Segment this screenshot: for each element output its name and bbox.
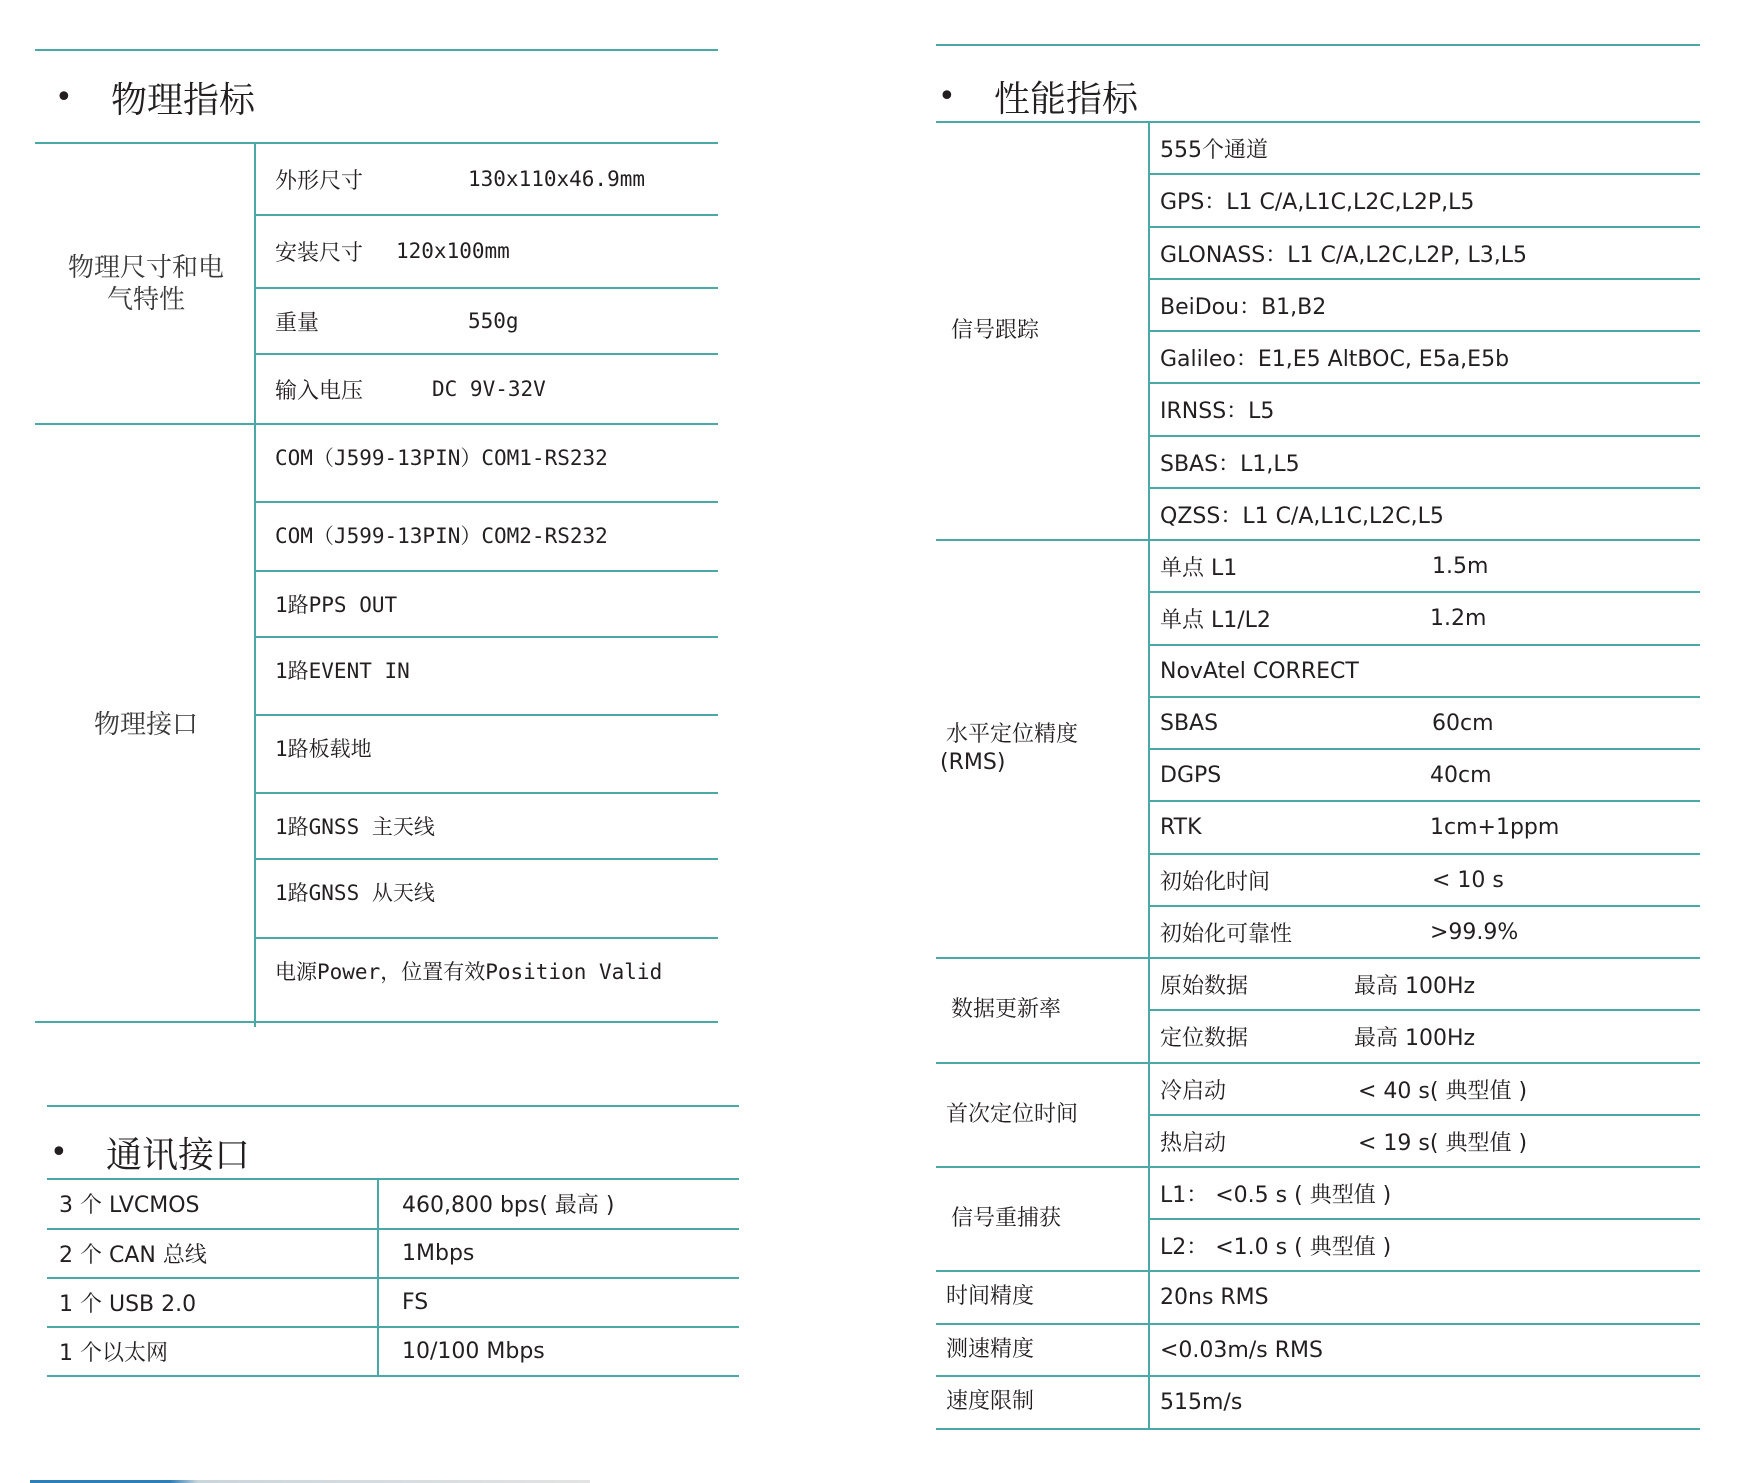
table-row-name: 1 个 USB 2.0 <box>59 1292 197 1317</box>
table-row: L2： <1.0 s ( 典型值 ) <box>1160 1234 1392 1260</box>
table-row <box>275 216 715 286</box>
comm-top-rule <box>47 1105 739 1107</box>
group-label-text: 物理尺寸和电气特性 <box>67 253 224 315</box>
label-line: (RMS) <box>940 750 1006 775</box>
table-row: COM（J599-13PIN）COM2-RS232 <box>275 524 608 548</box>
table-row <box>275 144 715 214</box>
table-row-value: 10/100 Mbps <box>402 1339 545 1364</box>
table-row-name: 3 个 LVCMOS <box>59 1193 200 1218</box>
row-value: < 10 s <box>1432 867 1504 893</box>
group-ttff-label: 首次定位时间 <box>946 1102 1079 1127</box>
table-row <box>1160 698 1690 748</box>
row-name: 热启动 <box>1160 1130 1227 1156</box>
group-rule <box>936 1428 1700 1430</box>
table-row <box>275 289 715 353</box>
physical-title <box>55 72 255 122</box>
table-row <box>1160 593 1690 643</box>
row-name: 初始化可靠性 <box>1160 921 1293 947</box>
table-row: GLONASS：L1 C/A,L2C,L2P, L3,L5 <box>1160 242 1527 268</box>
row-value: 1cm+1ppm <box>1430 814 1560 840</box>
table-row <box>1160 855 1690 905</box>
performance-header-rule <box>936 121 1700 123</box>
group-signal-tracking-label: 信号跟踪 <box>951 318 1040 343</box>
row-value: 1.5m <box>1432 553 1489 579</box>
row-name: 安装尺寸 <box>275 240 364 266</box>
table-row: 555个通道 <box>1160 137 1268 163</box>
table-row <box>1160 646 1690 696</box>
table-row: COM（J599-13PIN）COM1-RS232 <box>275 446 608 470</box>
group-physical-interfaces-label <box>40 425 252 1025</box>
physical-title-text: 物理指标 <box>111 79 256 121</box>
group-reacquisition-label: 信号重捕获 <box>951 1206 1062 1231</box>
table-row: IRNSS：L5 <box>1160 398 1275 424</box>
table-row <box>1160 1011 1690 1061</box>
velocity-limit-value: 515m/s <box>1160 1389 1243 1415</box>
table-row-value: 460,800 bps( 最高 ) <box>402 1193 615 1218</box>
row-name: 初始化时间 <box>1160 869 1271 895</box>
row-name: 单点 L1/L2 <box>1160 607 1271 633</box>
table-row-value: FS <box>402 1290 429 1315</box>
row-value: 最高 100Hz <box>1354 1025 1476 1051</box>
row-name: 外形尺寸 <box>275 168 364 194</box>
row-value: 60cm <box>1432 710 1494 736</box>
velocity-accuracy-value: <0.03m/s RMS <box>1160 1337 1323 1363</box>
row-value: < 19 s( 典型值 ) <box>1358 1130 1528 1156</box>
table-row: 1路EVENT IN <box>275 659 410 683</box>
table-row: L1： <0.5 s ( 典型值 ) <box>1160 1182 1392 1208</box>
row-rule <box>47 1375 739 1377</box>
table-row: 1路GNSS 主天线 <box>275 815 435 839</box>
velocity-accuracy-label: 测速精度 <box>946 1337 1035 1362</box>
row-name: NovAtel CORRECT <box>1160 658 1359 684</box>
table-row <box>1160 907 1690 957</box>
group-rule <box>936 1270 1700 1272</box>
physical-column-divider <box>254 142 256 1027</box>
time-accuracy-value: 20ns RMS <box>1160 1284 1269 1310</box>
row-name: DGPS <box>1160 762 1222 788</box>
table-row <box>1160 802 1690 852</box>
table-row: 1路板载地 <box>275 737 372 761</box>
performance-title-text: 性能指标 <box>994 78 1139 120</box>
table-row-name: 2 个 CAN 总线 <box>59 1243 207 1268</box>
row-name: RTK <box>1160 814 1202 840</box>
table-row: BeiDou：B1,B2 <box>1160 294 1327 320</box>
table-row <box>275 355 715 423</box>
performance-title <box>938 71 1138 121</box>
row-value: < 40 s( 典型值 ) <box>1358 1078 1528 1104</box>
group-physical-dimensions-label <box>40 144 252 424</box>
group-update-rate-label: 数据更新率 <box>951 997 1062 1022</box>
row-name: 重量 <box>275 310 320 336</box>
table-row <box>1160 959 1690 1009</box>
table-row: SBAS：L1,L5 <box>1160 451 1300 477</box>
row-value: 40cm <box>1430 762 1492 788</box>
table-row <box>1160 750 1690 800</box>
table-row: Galileo：E1,E5 AltBOC, E5a,E5b <box>1160 346 1510 372</box>
row-value: 120x100mm <box>396 239 510 263</box>
table-row: 1路PPS OUT <box>275 593 398 617</box>
bullet-icon: • <box>50 1134 68 1170</box>
row-value: 1.2m <box>1430 605 1487 631</box>
bullet-icon: • <box>938 78 956 114</box>
physical-top-rule <box>35 49 718 51</box>
row-value: DC 9V-32V <box>432 377 546 401</box>
table-row <box>1160 1064 1690 1114</box>
velocity-limit-label: 速度限制 <box>946 1389 1035 1414</box>
performance-column-divider <box>1148 121 1150 1428</box>
group-label-text: 物理接口 <box>93 710 198 740</box>
group-rule <box>936 1375 1700 1377</box>
row-name: 冷启动 <box>1160 1078 1227 1104</box>
row-name: 单点 L1 <box>1160 555 1238 581</box>
table-row: QZSS：L1 C/A,L1C,L2C,L5 <box>1160 503 1444 529</box>
table-row <box>1160 541 1690 591</box>
table-row <box>1160 1116 1690 1166</box>
row-value: 最高 100Hz <box>1354 973 1476 999</box>
row-name: 输入电压 <box>275 378 364 404</box>
table-row-name: 1 个以太网 <box>59 1341 168 1366</box>
comm-title <box>50 1127 250 1177</box>
row-value: 550g <box>468 309 519 333</box>
table-row: GPS：L1 C/A,L1C,L2C,L2P,L5 <box>1160 189 1475 215</box>
row-value: >99.9% <box>1430 919 1519 945</box>
time-accuracy-label: 时间精度 <box>946 1284 1035 1309</box>
table-row: 电源Power，位置有效Position Valid <box>275 960 663 984</box>
row-name: 定位数据 <box>1160 1025 1249 1051</box>
row-name: SBAS <box>1160 710 1219 736</box>
table-row: 1路GNSS 从天线 <box>275 881 435 905</box>
row-name: 原始数据 <box>1160 973 1249 999</box>
label-line: 水平定位精度 <box>946 722 1079 747</box>
group-horizontal-accuracy-label <box>940 541 1078 957</box>
row-value: 130x110x46.9mm <box>468 167 646 191</box>
bullet-icon: • <box>55 79 73 115</box>
performance-top-rule <box>936 44 1700 46</box>
comm-title-text: 通讯接口 <box>106 1134 251 1176</box>
table-row-value: 1Mbps <box>402 1241 475 1266</box>
group-rule <box>35 1021 718 1023</box>
